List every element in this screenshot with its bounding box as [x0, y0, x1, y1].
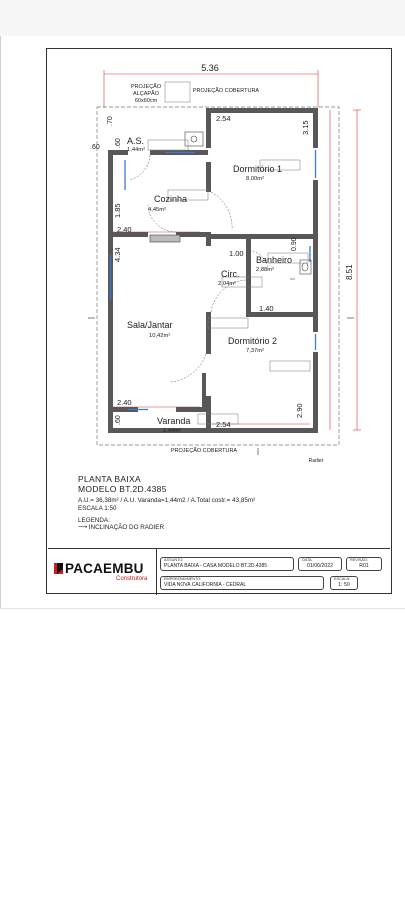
room-area-varanda: 1,44m² — [163, 428, 182, 434]
dim-240-bottom: 2.40 — [117, 398, 132, 407]
drawing-title-line-2: MODELO BT.2D.4385 — [78, 484, 167, 494]
dim-240-top: 2.40 — [117, 225, 132, 234]
alcapao-label-1: PROJEÇÃO — [130, 84, 162, 90]
assunto-caption: ASSUNTO: — [164, 558, 184, 562]
room-area-dormitorio-2: 7,37m² — [246, 348, 265, 354]
legend-arrow-icon: ⟶ — [78, 524, 88, 531]
room-area-sala-jantar: 10,42m² — [149, 333, 171, 339]
legend-item-text: INCLINAÇÃO DO RADIER — [88, 524, 165, 531]
dim-left-60: .60 — [90, 144, 100, 151]
escala-value: 1: 50 — [338, 582, 350, 588]
dim-290: 2.90 — [295, 403, 304, 418]
empreendimento-box — [160, 576, 324, 590]
room-name-as: A.S. — [127, 136, 145, 146]
dim-100: 1.00 — [229, 249, 244, 258]
escala-box — [330, 576, 358, 590]
title-block — [48, 548, 390, 595]
drawing-title-line-1: PLANTA BAIXA — [78, 474, 141, 484]
title-block-divider — [156, 549, 157, 595]
escala-caption: ESCALA: — [334, 577, 351, 581]
legend-title: LEGENDA: — [78, 517, 110, 524]
logo-mark-icon — [54, 563, 63, 574]
room-name-varanda: Varanda — [157, 416, 191, 426]
room-area-cozinha: 4,45m² — [148, 207, 167, 213]
company-subtitle: Construtora — [116, 576, 148, 582]
legend-item — [78, 524, 378, 531]
windows — [111, 150, 316, 410]
dim-v70: .70 — [107, 116, 114, 126]
dim-851: 8.51 — [345, 264, 354, 280]
revisao-caption: REVISÃO: — [350, 558, 368, 562]
revisao-box — [346, 557, 382, 571]
room-name-circ: Circ. — [221, 269, 240, 279]
roof-projection-top-label: PROJEÇÃO COBERTURA — [192, 88, 260, 94]
dim-315: 3.15 — [301, 120, 310, 135]
assunto-box — [160, 557, 294, 571]
company-name: PACAEMBU — [65, 561, 144, 576]
room-area-dormitorio-1: 8,00m² — [246, 176, 265, 182]
roof-projection-outline — [97, 107, 339, 445]
empreendimento-caption: EMPREENDIMENTO: — [164, 577, 202, 581]
dim-185: 1.85 — [113, 203, 122, 218]
drawing-info — [78, 474, 378, 531]
room-name-dormitorio-2: Dormitório 2 — [228, 336, 278, 346]
radier-label: Radier — [308, 458, 324, 464]
dim-top-width: 5.36 — [201, 63, 219, 73]
alcapao-label-2: ALÇAPÃO — [133, 91, 159, 97]
walls — [108, 108, 318, 433]
room-name-sala-jantar: Sala/Jantar — [127, 320, 173, 330]
room-name-cozinha: Cozinha — [154, 194, 188, 204]
area-summary: A.U.= 36,38m² / A.U. Varanda=1,44m2 / A.Total costr.= 43,85m² — [78, 497, 256, 504]
dim-434: 4.34 — [113, 247, 122, 262]
room-name-dormitorio-1: Dormitório 1 — [233, 164, 283, 174]
company-logo — [54, 561, 154, 587]
assunto-value: PLANTA BAIXA - CASA MODELO BT.2D.4385 — [164, 563, 268, 569]
dim-140: 1.40 — [259, 304, 274, 313]
room-name-banheiro: Banheiro — [256, 255, 293, 265]
empreendimento-value: VIDA NOVA CALIFORNIA - CEDRAL — [164, 582, 247, 588]
dim-090: 0.90 — [291, 237, 298, 251]
dim-254-top: 2.54 — [216, 114, 231, 123]
room-area-banheiro: 2,88m² — [256, 267, 275, 273]
data-box — [298, 557, 342, 571]
dim-254-bottom: 2.54 — [216, 420, 231, 429]
room-area-circ: 2,04m² — [218, 281, 237, 287]
alcapao-label-3: 60x60cm — [134, 98, 158, 104]
roof-projection-bottom-label: PROJEÇÃO COBERTURA — [170, 448, 238, 454]
data-value: 01/06/2022 — [307, 563, 333, 569]
dim-v60-bottom: .60 — [115, 415, 122, 425]
scale-text: ESCALA 1:50 — [78, 505, 117, 512]
dim-v60-top: .60 — [115, 138, 122, 148]
room-area-as: 1,44m² — [127, 147, 146, 153]
revisao-value: R01 — [359, 563, 369, 569]
data-caption: DATA: — [302, 558, 313, 562]
